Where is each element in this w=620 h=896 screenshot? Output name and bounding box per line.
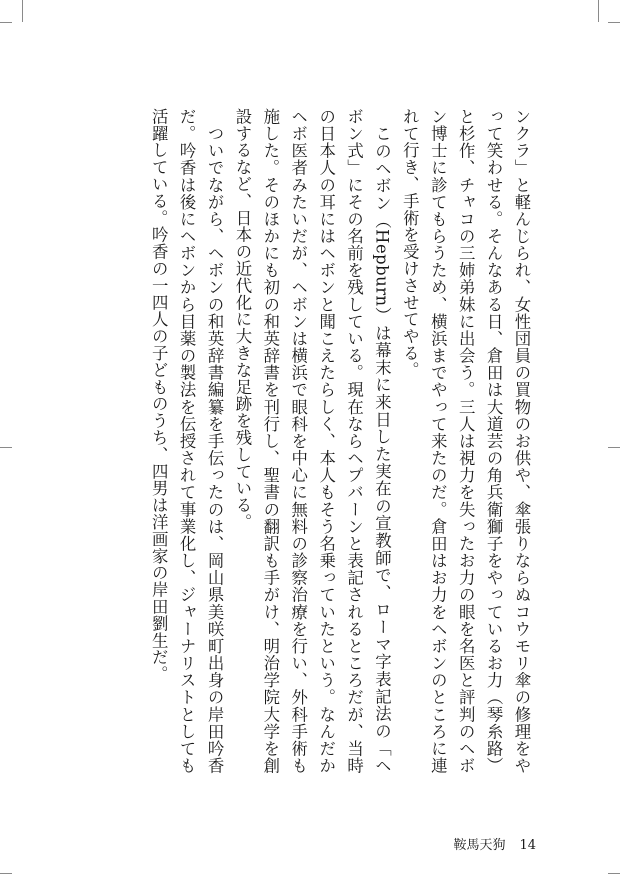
crop-mark-top-right: [598, 0, 599, 22]
crop-mark-mid-left: [0, 447, 12, 448]
vertical-body-text: [115, 108, 535, 774]
crop-mark-bottom-right: [608, 873, 620, 874]
crop-mark-top-right-h: [608, 22, 620, 23]
crop-mark-top-left-h: [0, 22, 12, 23]
page-footer: [453, 834, 536, 853]
running-title: 鞍馬天狗: [453, 838, 506, 853]
crop-mark-bottom-left: [0, 873, 12, 874]
page-number: 14: [519, 838, 536, 853]
crop-mark-mid-right: [608, 447, 620, 448]
paragraph-1: ンクラ」と軽んじられ、女性団員の買物のお供や、傘張りならぬコウモリ傘の修理をやって笑わせる。そんなある日、倉田は大道芸の角兵衛獅子をやっているお力（琴糸路）と杉作、チャコの三姉弟妹に出会う。三人は視力を失ったお力の眼を名医と評判のヘボン博士に診てもらうため、横浜までやって来たのだ。倉田はお力をヘボンのところに連れて行き、手術を受けさせてやる。: [400, 108, 531, 774]
paragraph-3: ついでながら、ヘボンの和英辞書編纂を手伝ったのは、岡山県美咲町出身の岸田吟香だ。吟香は後にヘボンから目薬の製法を伝授されて事業化し、ジャーナリストとしても活躍している。吟香の一四人の子どものうち、四男は洋画家の岸田劉生だ。: [149, 108, 225, 774]
paragraph-2: このヘボン（Hepburn）は幕末に来日した実在の宣教師で、ローマ字表記法の「ヘボン式」にその名前を残している。現在ならヘプバーンと表記されるところだが、当時の日本人の耳にはヘボンと聞こえたらしく、本人もそう名乗っていたという。なんだかヘボ医者みたいだが、ヘボンは横浜で眼科を中心に無料の診察治療を行い、外科手術も施した。そのほかにも初の和英辞書を刊行し、聖書の翻訳も手がけ、明治学院大学を創設するなど、日本の近代化に大きな足跡を残している。: [232, 108, 392, 774]
crop-mark-top-left: [22, 0, 23, 22]
